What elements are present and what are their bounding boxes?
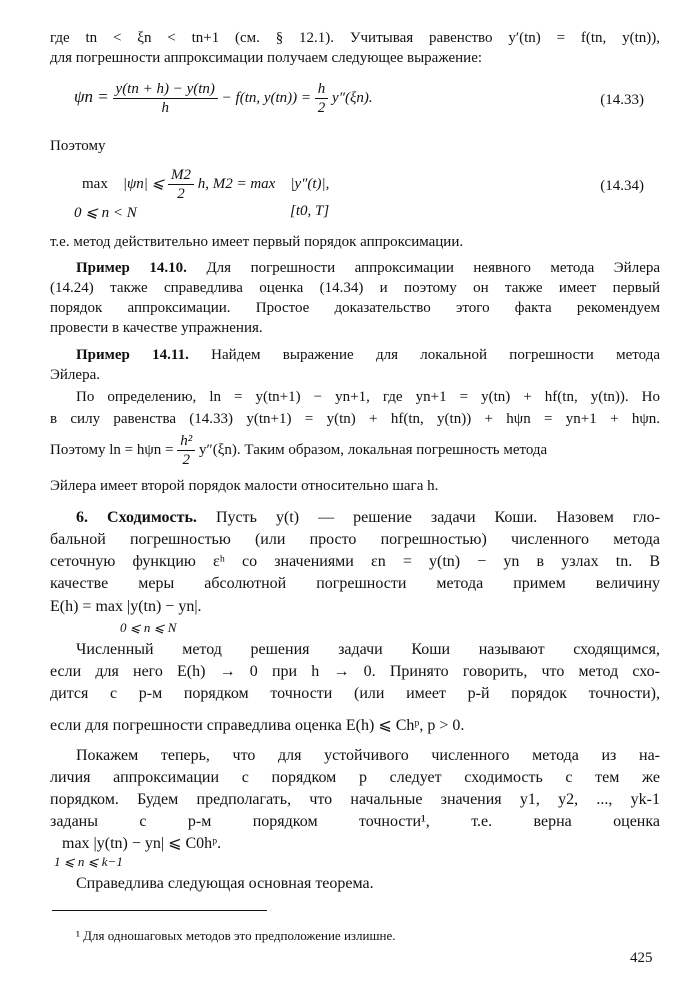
text-line: Поэтому [50,138,106,154]
text-line: Покажем теперь, что для устойчивого численного метода из на- [76,747,660,764]
eq-middle: − f(tn, y(tn)) = [221,89,312,106]
text-line: По определению, ln = y(tn+1) − yn+1, где yn+1 = y(tn) + hf(tn, y(tn)). Но [76,389,660,405]
example-label: Пример 14.10. [76,260,187,276]
equation-14-34 [82,166,329,203]
text-line: если для погрешности справедлива оценка E(h) ⩽ Chᵖ, p > 0. [50,717,465,734]
page-number: 425 [630,950,653,966]
text-line: качестве меры абсолютной погрешности метода примем величину [50,575,660,592]
text-line: т.е. метод действительно имеет первый порядок аппроксимации. [50,234,464,250]
text-line: сеточную функцию εʰ со значениями εn = y(tn) − yn в узлах tn. В [50,553,660,570]
eq-fraction [113,80,218,117]
equation-14-33 [74,80,373,117]
equation-number: (14.33) [600,92,644,108]
eq-fraction-h2 [315,80,329,117]
text-part: y″(ξn). Таким образом, локальная погрешность метода [199,441,548,458]
text-line: личия аппроксимации с порядком p следует сходимость с тем же [50,769,660,786]
text-line: в силу равенства (14.33) y(tn+1) = y(tn) + hf(tn, y(tn)) + hψn = yn+1 + hψn. [50,411,660,427]
text-line: для погрешности аппроксимации получаем следующее выражение: [50,50,483,66]
text-line: max |y(tn) − yn| ⩽ C0hᵖ. [62,835,222,852]
fraction-denominator: 2 [182,452,190,468]
eq-max: max [82,175,108,192]
text-line: Эйлера. [50,367,100,383]
eq-fraction-m2 [168,166,194,203]
text-line: порядок аппроксимации. Простое доказательство этого факта рекомендуем [50,300,660,316]
text-line: порядком. Будем предполагать, что начальные значения y1, y2, ..., yk-1 [50,791,660,808]
example-text: Для погрешности аппроксимации неявного метода Эйлера [206,260,661,276]
eq-numerator: h [315,80,329,99]
example-14-10-line [76,258,660,278]
fraction-numerator: h² [177,432,195,451]
text-line: Численный метод решения задачи Коши называют сходящимся, [76,641,660,658]
section-label: 6. Сходимость. [76,509,197,526]
eq-numerator: y(tn + h) − y(tn) [113,80,218,99]
footnote: ¹ Для одношаговых методов это предположение излишне. [76,928,396,943]
section-text: Пусть y(t) — решение задачи Коши. Назовем гло- [215,509,660,526]
eq-under-left: 0 ⩽ n < N [74,205,137,221]
text-line: E(h) = max |y(tn) − yn|. [50,598,202,615]
text-line: Эйлера имеет второй порядок малости относительно шага h. [50,478,439,494]
eq-denominator: 2 [177,186,185,202]
text-line: где tn < ξn < tn+1 (см. § 12.1). Учитывая равенство y′(tn) = f(tn, y(tn)), [50,30,660,46]
text-line: Справедлива следующая основная теорема. [76,875,374,892]
text-line: заданы с p-м порядком точности¹, т.е. верна оценка [50,813,660,830]
subscript-range: 1 ⩽ n ⩽ k−1 [54,854,123,869]
text-line-with-fraction [50,432,660,469]
example-text: Найдем выражение для локальной погрешности метода [211,347,661,363]
eq-lhs: ψn = [74,86,109,106]
example-label: Пример 14.11. [76,347,189,363]
text-line: провести в качестве упражнения. [50,320,263,336]
eq-rhs: |y″(t)|, [290,175,330,192]
eq-denominator: 2 [317,100,326,116]
eq-numerator: M2 [168,166,194,185]
text-line: бальной погрешностью (или просто погрешностью) численного метода [50,531,660,548]
example-14-11-line [76,345,660,365]
eq-middle: h, M2 = max [197,175,276,192]
text-line: если для него E(h) → 0 при h → 0. Принято говорить, что метод схо- [50,663,660,680]
eq-under-right: [t0, T] [290,203,330,219]
eq-rhs: y″(ξn). [332,89,373,106]
subscript-range: 0 ⩽ n ⩽ N [120,620,177,635]
text-part: Поэтому ln = hψn = [50,441,174,458]
fraction-h2-over-2 [177,432,195,469]
section-6-line [76,508,660,528]
equation-number: (14.34) [600,178,644,194]
eq-lhs: |ψn| ⩽ [122,175,165,192]
text-line: (14.24) также справедлива оценка (14.34) и поэтому он также имеет первый [50,280,660,296]
footnote-rule [52,910,267,911]
eq-denominator: h [161,100,169,116]
text-line: дится с p-м порядком точности (или имеет p-й порядок точности), [50,685,660,702]
